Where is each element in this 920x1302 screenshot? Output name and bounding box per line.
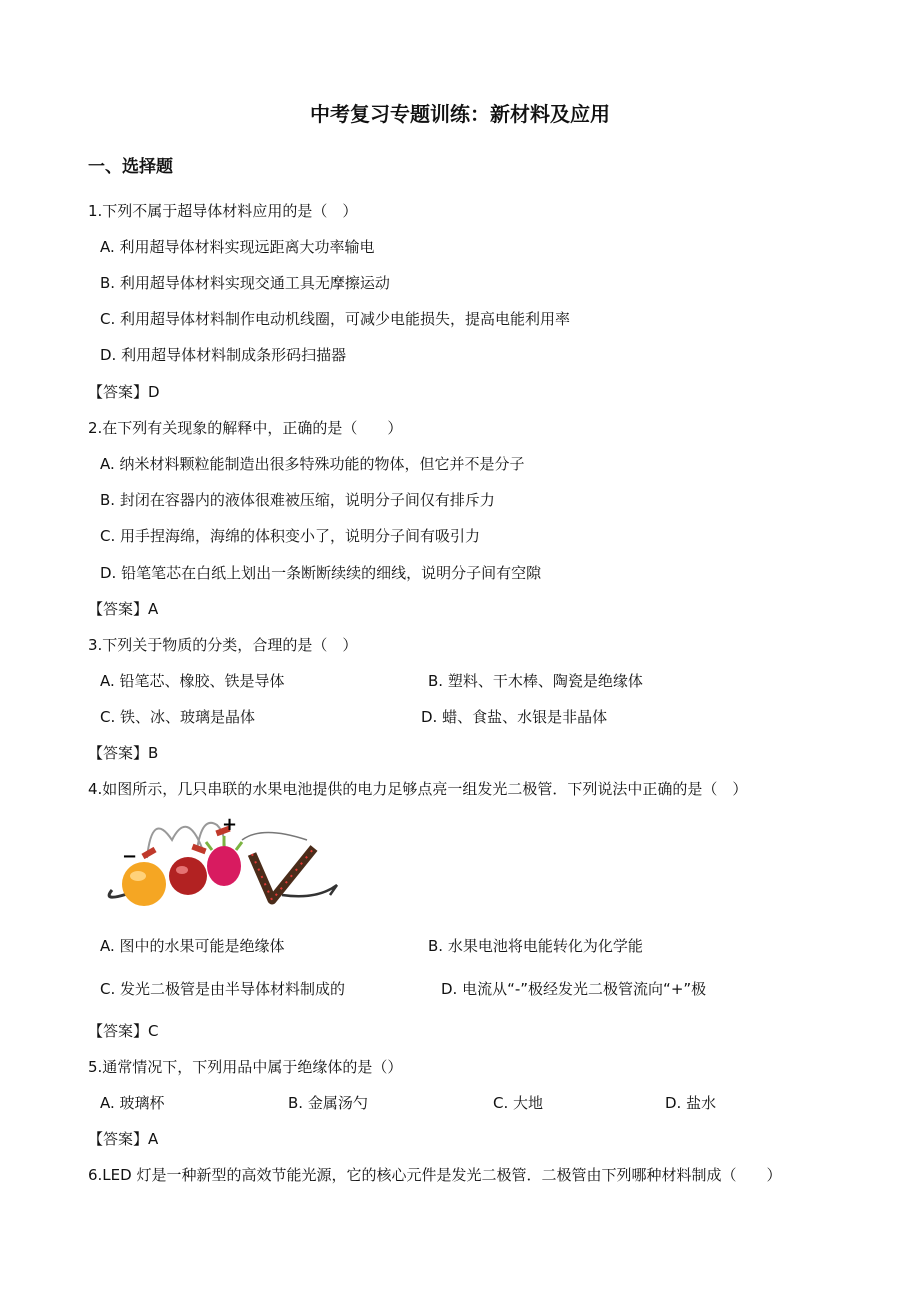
- question-4-stem: 4.如图所示，几只串联的水果电池提供的电力足够点亮一组发光二极管．下列说法中正确的是（ ）: [88, 780, 748, 798]
- question-2-option-c: C. 用手捏海绵，海绵的体积变小了，说明分子间有吸引力: [100, 527, 481, 545]
- minus-sign: −: [122, 846, 138, 867]
- question-5-option-c: C. 大地: [493, 1094, 544, 1112]
- question-4-option-b: B. 水果电池将电能转化为化学能: [428, 937, 643, 955]
- question-1-stem: 1.下列不属于超导体材料应用的是（ ）: [88, 202, 358, 220]
- question-3-stem: 3.下列关于物质的分类，合理的是（ ）: [88, 636, 358, 654]
- plus-sign: +: [222, 814, 238, 835]
- question-2-stem: 2.在下列有关现象的解释中，正确的是（ ）: [88, 419, 403, 437]
- question-5-option-a: A. 玻璃杯: [100, 1094, 165, 1112]
- question-1-answer: 【答案】D: [88, 383, 160, 401]
- question-5-stem: 5.通常情况下，下列用品中属于绝缘体的是（）: [88, 1058, 403, 1076]
- question-2-option-b: B. 封闭在容器内的液体很难被压缩，说明分子间仅有排斥力: [100, 491, 495, 509]
- question-5-option-b: B. 金属汤勺: [288, 1094, 368, 1112]
- fruit-battery-figure: [92, 810, 342, 920]
- question-2-answer: 【答案】A: [88, 600, 159, 618]
- question-4-option-c: C. 发光二极管是由半导体材料制成的: [100, 980, 346, 998]
- question-4-option-a: A. 图中的水果可能是绝缘体: [100, 937, 285, 955]
- question-4-answer: 【答案】C: [88, 1022, 159, 1040]
- question-1-option-d: D. 利用超导体材料制成条形码扫描器: [100, 346, 347, 364]
- question-3-option-b: B. 塑料、干木棒、陶瓷是绝缘体: [428, 672, 643, 690]
- question-5-option-d: D. 盐水: [665, 1094, 717, 1112]
- question-3-answer: 【答案】B: [88, 744, 159, 762]
- question-3-option-d: D. 蜡、食盐、水银是非晶体: [421, 708, 608, 726]
- question-2-option-d: D. 铅笔笔芯在白纸上划出一条断断续续的细线，说明分子间有空隙: [100, 564, 542, 582]
- question-1-option-a: A. 利用超导体材料实现远距离大功率输电: [100, 238, 375, 256]
- question-5-answer: 【答案】A: [88, 1130, 159, 1148]
- question-2-option-a: A. 纳米材料颗粒能制造出很多特殊功能的物体，但它并不是分子: [100, 455, 525, 473]
- question-3-option-a: A. 铅笔芯、橡胶、铁是导体: [100, 672, 285, 690]
- section-heading: 一、选择题: [88, 157, 173, 177]
- question-6-stem: 6.LED 灯是一种新型的高效节能光源，它的核心元件是发光二极管．二极管由下列哪种材料制成（ ）: [88, 1166, 782, 1184]
- page-title: 中考复习专题训练：新材料及应用: [310, 102, 610, 126]
- question-3-option-c: C. 铁、冰、玻璃是晶体: [100, 708, 256, 726]
- question-1-option-c: C. 利用超导体材料制作电动机线圈，可减少电能损失，提高电能利用率: [100, 310, 571, 328]
- question-1-option-b: B. 利用超导体材料实现交通工具无摩擦运动: [100, 274, 390, 292]
- question-4-option-d: D. 电流从“-”极经发光二极管流向“+”极: [441, 980, 707, 998]
